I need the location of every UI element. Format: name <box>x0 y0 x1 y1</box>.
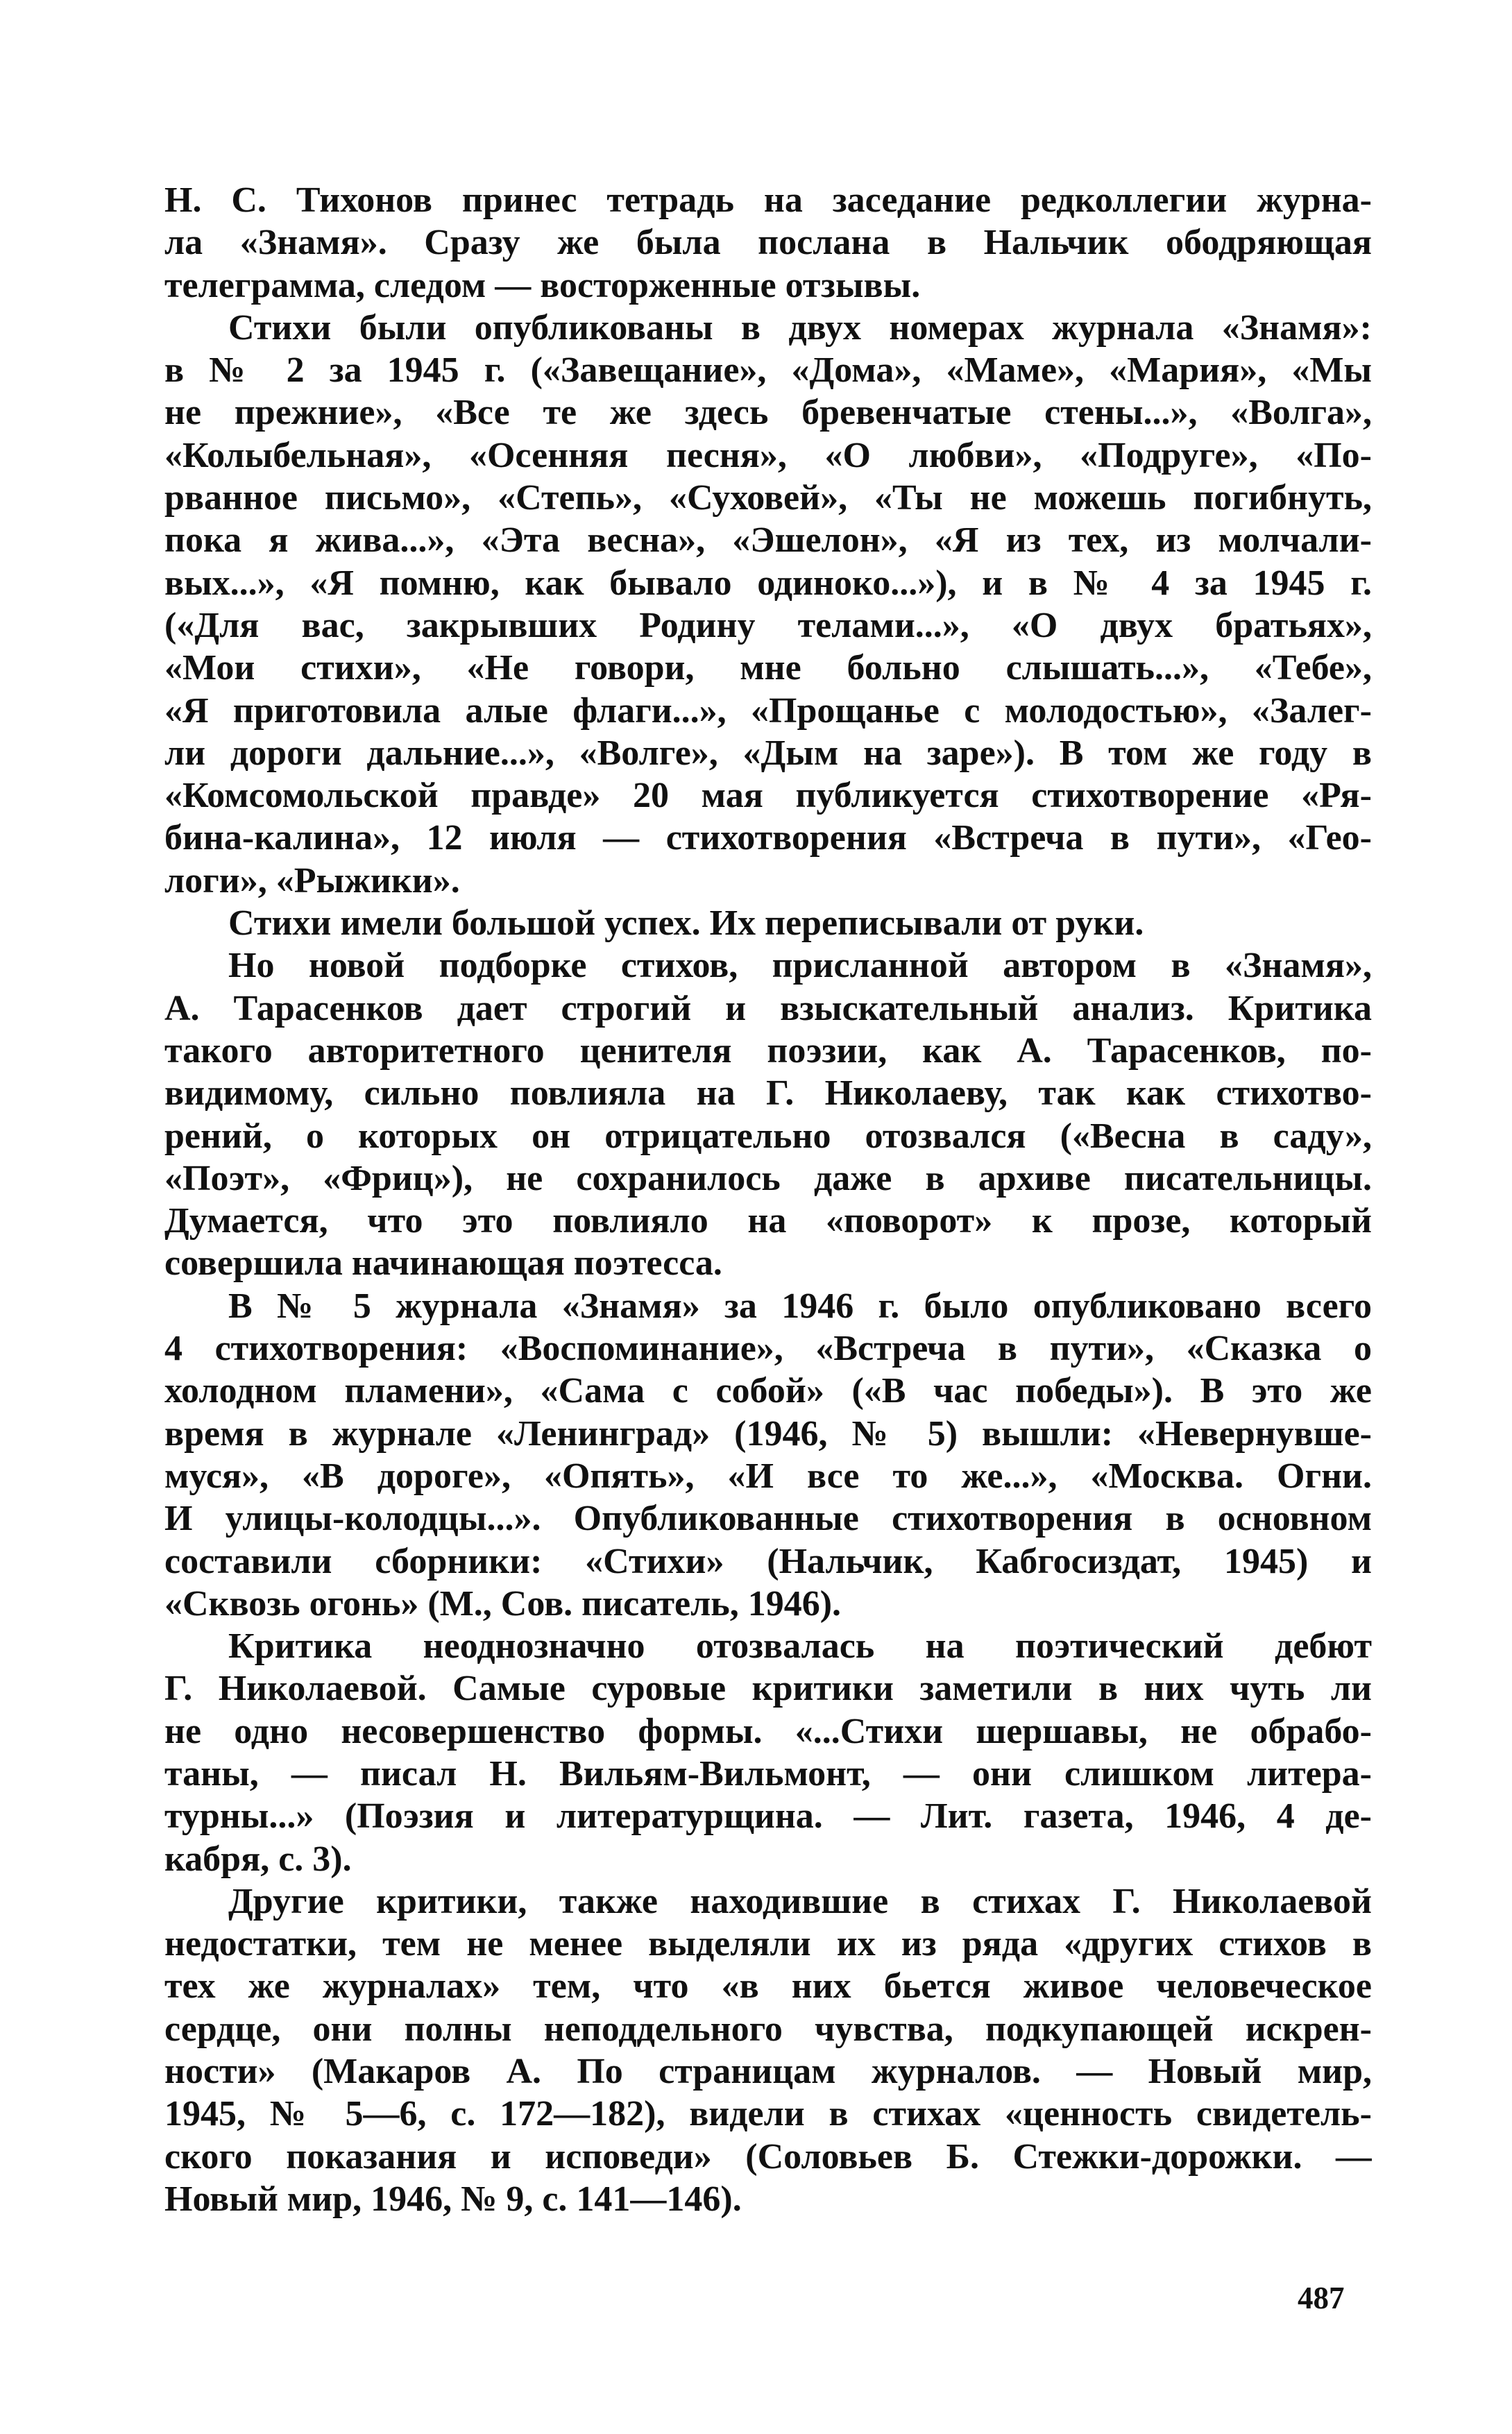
text-line: недостатки, тем не менее выделяли их из ряда «других стихов в <box>164 1924 1372 1964</box>
text-line: время в журнале «Ленинград» (1946, № 5) вышли: «Невернувше- <box>164 1413 1372 1454</box>
text-line: ности» (Макаров А. По страницам журналов. — Новый мир, <box>164 2052 1372 2092</box>
body-text <box>164 179 1372 2220</box>
text-line: «Комсомольской правде» 20 мая публикуется стихотворение «Ря- <box>164 776 1372 816</box>
text-line: 1945, № 5—6, с. 172—182), видели в стихах «ценность свидетель- <box>164 2094 1372 2134</box>
text-line: бина-калина», 12 июля — стихотворения «Встреча в пути», «Гео- <box>164 818 1372 858</box>
text-line: Но новой подборке стихов, присланной автором в «Знамя», <box>228 946 1372 986</box>
text-line: вых...», «Я помню, как бывало одиноко...»), и в № 4 за 1945 г. <box>164 563 1372 603</box>
text-line: пока я жива...», «Эта весна», «Эшелон», «Я из тех, из молчали- <box>164 520 1372 561</box>
text-line: Новый мир, 1946, № 9, с. 141—146). <box>164 2179 742 2219</box>
text-line: Н. С. Тихонов принес тетрадь на заседание редколлегии журна- <box>164 180 1372 220</box>
text-line: «Поэт», «Фриц»), не сохранилось даже в архиве писательницы. <box>164 1158 1372 1198</box>
text-line: В № 5 журнала «Знамя» за 1946 г. было опубликовано всего <box>228 1286 1372 1326</box>
text-line: тех же журналах» тем, что «в них бьется живое человеческое <box>164 1966 1372 2007</box>
text-line: «Сквозь огонь» (М., Сов. писатель, 1946). <box>164 1583 842 1624</box>
text-line: 4 стихотворения: «Воспоминание», «Встреча в пути», «Сказка о <box>164 1329 1372 1369</box>
text-line: логи», «Рыжики». <box>164 860 460 901</box>
text-line: турны...» (Поэзия и литературщина. — Лит. газета, 1946, 4 де- <box>164 1796 1372 1837</box>
text-line: Думается, что это повлияло на «поворот» к прозе, который <box>164 1201 1372 1241</box>
text-line: ла «Знамя». Сразу же была послана в Нальчик ободряющая <box>164 223 1372 263</box>
text-line: муся», «В дороге», «Опять», «И все то же...», «Москва. Огни. <box>164 1456 1372 1496</box>
page-number: 487 <box>1298 2281 1345 2315</box>
text-line: ского показания и исповеди» (Соловьев Б. Стежки-дорожки. — <box>164 2136 1372 2177</box>
text-line: в № 2 за 1945 г. («Завещание», «Дома», «Маме», «Мария», «Мы <box>164 350 1372 391</box>
text-line: «Колыбельная», «Осенняя песня», «О любви», «Подруге», «По- <box>164 435 1372 475</box>
text-line: «Мои стихи», «Не говори, мне больно слышать...», «Тебе», <box>164 648 1372 688</box>
text-line: Стихи были опубликованы в двух номерах журнала «Знамя»: <box>228 307 1372 348</box>
text-line: видимому, сильно повлияла на Г. Николаеву, так как стихотво- <box>164 1073 1372 1114</box>
text-line: кабря, с. 3). <box>164 1839 352 1879</box>
text-line: «Я приготовила алые флаги...», «Прощанье с молодостью», «Залег- <box>164 690 1372 731</box>
text-line: Стихи имели большой успех. Их переписывали от руки. <box>228 903 1144 944</box>
text-line: Критика неоднозначно отозвалась на поэтический дебют <box>228 1626 1372 1667</box>
text-line: А. Тарасенков дает строгий и взыскательный анализ. Критика <box>164 988 1372 1028</box>
text-line: составили сборники: «Стихи» (Нальчик, Кабгосиздат, 1945) и <box>164 1541 1372 1581</box>
text-line: рванное письмо», «Степь», «Суховей», «Ты не можешь погибнуть, <box>164 478 1372 518</box>
text-line: рений, о которых он отрицательно отозвался («Весна в саду», <box>164 1116 1372 1156</box>
text-line: И улицы-колодцы...». Опубликованные стихотворения в основном <box>164 1499 1372 1539</box>
text-line: Другие критики, также находившие в стихах Г. Николаевой <box>228 1881 1372 1921</box>
text-line: Г. Николаевой. Самые суровые критики заметили в них чуть ли <box>164 1669 1372 1709</box>
text-line: телеграмма, следом — восторженные отзывы. <box>164 265 921 305</box>
text-line: холодном пламени», «Сама с собой» («В час победы»). В это же <box>164 1371 1372 1411</box>
text-line: такого авторитетного ценителя поэзии, как А. Тарасенков, по- <box>164 1030 1372 1071</box>
text-line: ли дороги дальние...», «Волге», «Дым на заре»). В том же году в <box>164 733 1372 773</box>
text-line: совершила начинающая поэтесса. <box>164 1243 722 1284</box>
text-line: не одно несовершенство формы. «...Стихи шершавы, не обрабо- <box>164 1711 1372 1751</box>
text-line: («Для вас, закрывших Родину телами...», «О двух братьях», <box>164 605 1372 645</box>
text-line: таны, — писал Н. Вильям-Вильмонт, — они слишком литера- <box>164 1753 1372 1794</box>
text-line: не прежние», «Все те же здесь бревенчатые стены...», «Волга», <box>164 393 1372 433</box>
text-line: сердце, они полны неподдельного чувства, подкупающей искрен- <box>164 2009 1372 2049</box>
